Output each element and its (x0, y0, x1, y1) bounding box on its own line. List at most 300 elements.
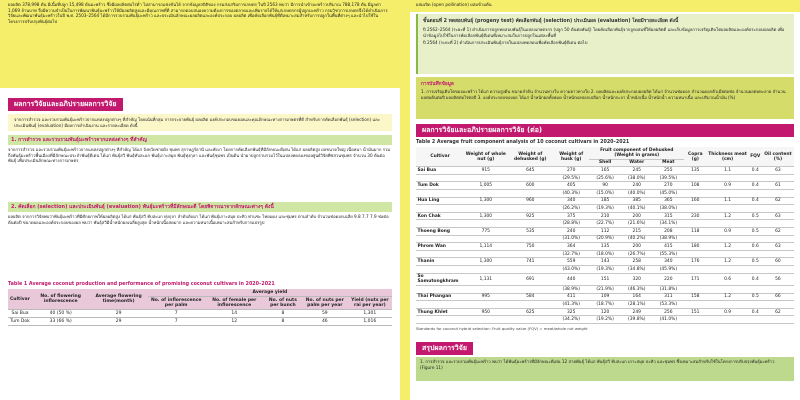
table-cell: 584 (507, 293, 553, 301)
table-row (416, 265, 794, 273)
table-cell: 0.5 (749, 293, 762, 301)
table-row (416, 308, 794, 316)
table-cell: 164 (621, 293, 653, 301)
right-column (410, 0, 800, 400)
table-cell: 375 (553, 212, 589, 220)
table-cell: 143 (589, 258, 621, 266)
table-cell: 270 (553, 167, 589, 175)
table-cell (684, 220, 706, 228)
table-cell: 0.5 (749, 227, 762, 235)
table-cell: 1.2 (706, 258, 748, 266)
table-cell (464, 250, 507, 258)
table-2-header: Copra (g) (684, 147, 706, 167)
table-cell (706, 286, 748, 294)
table-cell: (19.3%) (589, 265, 621, 273)
cultivar-cell: Tum Dok (416, 182, 464, 190)
table-cell (706, 189, 748, 197)
intro-paragraph: ผลผลิต 378,998 ตัน มีเนื้อที่ปลูก 15,498 ต้นมะพร้าว ซึ่งมีผลผลิตต่อไร่ต่ำ ไม่สามารถแข่งขันได้ จากข้อมูลสถิติของ กรมส่งเสริมการเกษตร ในปี 2563 พบว่า มีการนำเข้ามะพร้าวปริมาณ 788,178 ตัน มีมูลค่า 1,069 ล้านบาท จึงมีความจำเป็นในการพัฒนาพันธุ์มะพร้าวให้มีผลผลิตสูงและมีคุณภาพที่ดี สามารถตอบสนองความต้องการของตลาดและเพิ่มรายได้ให้แก่เกษตรกรผู้ปลูกมะพร้าว กรมวิชาการเกษตรจึงได้ดำเนินการวิจัยและพัฒนาพันธุ์มะพร้าวในปี พ.ศ. 2503–2564 ได้มีการรวบรวมพันธุ์มะพร้าว และประเมินลักษณะผลผลิตและองค์ประกอบ ผลผลิต เพื่อคัดเลือกพันธุ์ที่ดีเหมาะสมสำหรับการปลูกในพื้นที่ต่างๆ และนำไปใช้ในโครงการปรับปรุงพันธุ์ต่อไป (0, 0, 400, 88)
table-cell: 165 (589, 167, 621, 175)
cultivar-cell: Thung Khlet (416, 308, 464, 316)
table-cell (684, 301, 706, 309)
table-cell: 950 (464, 308, 507, 316)
table-cell: (32.7%) (553, 250, 589, 258)
table-row (416, 227, 794, 235)
cultivar-cell: Hua Ling (416, 197, 464, 205)
table-row (416, 293, 794, 301)
step-2-text-2: ปี 2564 (ระยะที่ 2) ดำเนินการประเมินพันธุ์ภายในแปลงทดสอบเพื่อคัดเลือกพันธุ์ดีเด่น ต่อไป (423, 40, 588, 46)
table-cell: 775 (464, 227, 507, 235)
table-cell: 1.2 (706, 243, 748, 251)
table-cell (762, 265, 794, 273)
table-cell: (45.0%) (653, 189, 685, 197)
table-cell: 255 (653, 167, 685, 175)
table-cell: 256 (653, 308, 685, 316)
table-cell: 90 (589, 182, 621, 190)
table-cell: (19.3%) (589, 205, 621, 213)
table-cell: (40.2%) (621, 235, 653, 243)
subsection-1-title: 1. การสำรวจ และรวบรวมพันธุ์มะพร้าวจากแหล่งต่างๆ ที่สำคัญ (8, 135, 392, 145)
table-cell: 249 (621, 308, 653, 316)
table-cell: 0.4 (749, 167, 762, 175)
cultivar-cell (416, 265, 464, 273)
table-2-header: Thickness meat (cm) (706, 147, 748, 167)
table-cell (706, 235, 748, 243)
table-cell (507, 265, 553, 273)
step-2-box (416, 14, 794, 74)
table-cell: (18.0%) (589, 250, 621, 258)
table-cell: 1,114 (464, 243, 507, 251)
table-2-caption: Table 2 Average fruit component analysis of 10 coconut cultivars in 2020–2021 (416, 140, 630, 145)
table-cell: (34.2%) (553, 316, 589, 324)
table-cell: 1,005 (464, 182, 507, 190)
cultivar-cell (416, 189, 464, 197)
table-cell: 8 (264, 318, 302, 326)
table-row (416, 220, 794, 228)
table-cell: 1.1 (706, 167, 748, 175)
table-cell (749, 205, 762, 213)
table-cell: 925 (507, 212, 553, 220)
table-cell (507, 316, 553, 324)
table-row (416, 174, 794, 182)
table-1-header: No. of inflorescence per palm (148, 297, 205, 310)
table-row (416, 182, 794, 190)
table-row (416, 250, 794, 258)
table-cell (507, 301, 553, 309)
table-cell (507, 286, 553, 294)
results-lead-text: จากการสำรวจ และรวบรวมพันธุ์มะพร้าวจากแหล่งปลูกต่างๆ ที่สำคัญ โดยเน้นที่กลุ่ม การกระจายพันธุ์ ผลผลิต องค์ประกอบของผลและคุณลักษณะทางการเกษตรที่ดี สำหรับการคัดเลือกพันธุ์ (selection) และประเมินพันธุ์ (evaluation) มีผลการดำเนินงาน และรายละเอียด ดังนี้ (8, 114, 392, 131)
table-2-header: Cultivar (416, 147, 464, 167)
table-row (8, 310, 392, 318)
cultivar-cell (416, 250, 464, 258)
table-cell: (15.0%) (589, 189, 621, 197)
table-cell: 0.9 (706, 308, 748, 316)
table-cell: 62 (762, 197, 794, 205)
table-cell: 109 (589, 293, 621, 301)
table-cell: (41.0%) (653, 316, 685, 324)
table-cell (749, 286, 762, 294)
table-cell (762, 286, 794, 294)
table-2-header: Weight of whole nut (g) (464, 147, 507, 167)
cultivar-cell (416, 174, 464, 182)
table-cell: 171 (684, 273, 706, 286)
table-cell: 63 (762, 167, 794, 175)
table-1 (8, 289, 392, 326)
table-1-caption: Table 1 Average coconut production and performance of promising coconut cultivars in 2020–2021 (8, 282, 275, 288)
table-1-header: Cultivar (8, 289, 32, 310)
table-cell (507, 220, 553, 228)
table-cell: 14 (205, 310, 264, 318)
table-cell: 1,300 (464, 258, 507, 266)
table-cell: (38.9%) (653, 235, 685, 243)
data-recording-text: 1. การเจริญเติบโตของมะพร้าว ได้แก่ ความสูงต้น ขนาดลำต้น จำนวนทางใบ ความยาวทางใบ 2. ผลผลิตและองค์ประกอบผลผลิต ได้แก่ จำนวนช่อดอก จำนวนดอกตัวเมียต่อช่อ จำนวนผลต่อทะลาย จำนวนผลต่อต้นต่อปี ผลผลิตต่อไร่ต่อปี 3. องค์ประกอบของผล ได้แก่ น้ำหนักผลทั้งหมด น้ำหนักผลปอกเปลือก น้ำหนักกะลา น้ำหนักเนื้อ น้ำหนักน้ำ ความหนาเนื้อ และปริมาณน้ำมัน (%) (421, 89, 786, 100)
table-cell: 311 (653, 293, 685, 301)
table-cell: 0.9 (706, 182, 748, 190)
table-cell (464, 286, 507, 294)
table-2 (416, 147, 794, 324)
table-cell: 750 (507, 243, 553, 251)
summary-text: 1. การสำรวจ และรวบรวมพันธุ์มะพร้าว พบว่า ได้พันธุ์มะพร้าวที่มีลักษณะดีเด่น 12 สายพันธุ์ ได้แก่ พันธุ์สวี ทับสะแก เกาะสมุย ปะทิว และชุมพร ซึ่งเหมาะสมสำหรับใช้ในโครงการปรับปรุงพันธุ์มะพร้าว (Figure 11) (416, 357, 794, 381)
table-cell (706, 174, 748, 182)
table-2-body (416, 167, 794, 324)
table-cell: 135 (684, 167, 706, 175)
table-cell: 176 (684, 258, 706, 266)
table-cell: 66 (762, 293, 794, 301)
table-cell: (55.3%) (653, 250, 685, 258)
cultivar-cell: Thanin (416, 258, 464, 266)
table-cell: (40.1%) (621, 205, 653, 213)
table-cell (684, 265, 706, 273)
table-cell: 365 (653, 197, 685, 205)
table-cell: 200 (621, 243, 653, 251)
table-cell: 230 (684, 212, 706, 220)
cultivar-cell: Sai Bua (8, 310, 32, 318)
table-cell: 62 (762, 308, 794, 316)
table-cell: 645 (507, 167, 553, 175)
top-continued-text: ผสมเปิด (open pollination) ผสมข้ามต้น (410, 0, 800, 12)
table-cell: 741 (507, 258, 553, 266)
table-cell: 60 (762, 258, 794, 266)
table-cell: (31.0%) (553, 235, 589, 243)
table-cell (749, 174, 762, 182)
table-cell: (18.7%) (589, 301, 621, 309)
table-cell: 1.1 (706, 197, 748, 205)
table-2-note: Standards for coconut hybrid selection: Fruit quality value (FQV) = meat/whole nut weight (416, 326, 588, 332)
table-cell (684, 189, 706, 197)
table-cell: 112 (589, 227, 621, 235)
table-cell: 120 (589, 308, 621, 316)
table-row (416, 197, 794, 205)
table-cell (706, 250, 748, 258)
cultivar-cell (416, 235, 464, 243)
table-cell: 0.5 (749, 212, 762, 220)
table-cell: 0.4 (749, 308, 762, 316)
table-cell (762, 235, 794, 243)
table-cell (762, 174, 794, 182)
table-2-header: FQV (749, 147, 762, 167)
table-cell: 364 (553, 243, 589, 251)
table-cell: (40.3%) (553, 189, 589, 197)
table-cell: 29 (89, 318, 147, 326)
results-section-title: ผลการวิจัยและอภิปรายผลการวิจัย (8, 98, 123, 111)
table-cell: (20.9%) (589, 235, 621, 243)
cultivar-cell (416, 220, 464, 228)
table-cell: 535 (507, 227, 553, 235)
table-cell: (53.3%) (653, 301, 685, 309)
table-cell: (22.7%) (589, 220, 621, 228)
table-cell: 1.2 (706, 293, 748, 301)
cultivar-cell (416, 316, 464, 324)
table-cell: 340 (553, 197, 589, 205)
cultivar-cell: Kon Chak (416, 212, 464, 220)
table-cell: (39.5%) (653, 174, 685, 182)
table-cell: 151 (684, 308, 706, 316)
cultivar-cell: Sai Bua (416, 167, 464, 175)
table-cell: 180 (684, 243, 706, 251)
subsection-1-text: จากการสำรวจ และรวบรวมพันธุ์มะพร้าวจากแหล่งปลูกต่างๆ ที่สำคัญ ได้แก่ จังหวัดชายฝั่ง ชุมพร สุราษฎร์ธานี และพังงา โดยการคัดเลือกพันธุ์ที่มีลักษณะดีเด่น ได้แก่ ผลผลิตสูง ผลขนาดใหญ่ เนื้อหนา น้ำมันมาก รวมถึงพันธุ์มะพร้าวพื้นเมืองที่มีลักษณะประจำพันธุ์ดีเด่น ได้แก่ พันธุ์สวี พันธุ์ทับสะแก พันธุ์เกาะสมุย พันธุ์ทุ่งกุลา และพันธุ์ชุมพร เป็นต้น นำมาปลูกรวบรวมไว้ในแปลงทดลองของศูนย์วิจัยพืชสวนชุมพร จำนวน 30 ต้นต่อพันธุ์ เพื่อประเมินลักษณะทางการเกษตร (8, 147, 391, 164)
table-cell (464, 235, 507, 243)
table-1-header: Yield (nuts per rai per year) (348, 297, 392, 310)
table-cell: (28.8%) (553, 220, 589, 228)
table-cell: 1.2 (706, 212, 748, 220)
table-cell: 340 (653, 258, 685, 266)
table-cell (749, 316, 762, 324)
table-cell (749, 265, 762, 273)
table-cell (507, 189, 553, 197)
table-2-group-header: Fruit component of Dehusked (Weight in grams) (589, 147, 684, 159)
table-2-header: Weight of husk (g) (553, 147, 589, 167)
table-cell (762, 250, 794, 258)
table-cell: 61 (762, 182, 794, 190)
table-cell: (38.0%) (621, 174, 653, 182)
table-cell (749, 250, 762, 258)
table-cell: (19.2%) (589, 316, 621, 324)
table-cell (762, 205, 794, 213)
table-cell: 385 (621, 197, 653, 205)
table-cell: (31.8%) (653, 286, 685, 294)
table-cell: 63 (762, 243, 794, 251)
table-cell: (26.7%) (621, 250, 653, 258)
table-cell: 240 (621, 182, 653, 190)
table-cell: 1,131 (464, 273, 507, 286)
table-row (8, 318, 392, 326)
table-cell: 59 (302, 310, 348, 318)
table-cell: (34.8%) (621, 265, 653, 273)
step-2-title: ขั้นตอนที่ 2 ทดสอบพันธุ์ (progeny test) คัดเลือกพันธุ์ (selection) ประเมินผล (evaluation) โดยมีรายละเอียด ดังนี้ (423, 19, 679, 24)
table-cell: 1,300 (464, 212, 507, 220)
table-row (416, 316, 794, 324)
table-cell: (26.2%) (553, 205, 589, 213)
table-cell: 7 (148, 310, 205, 318)
results-continued-title: ผลการวิจัยและอภิปรายผลการวิจัย (ต่อ) (416, 124, 794, 137)
cultivar-cell: So Samutongkhram (416, 273, 464, 286)
table-cell (762, 316, 794, 324)
table-cell (684, 174, 706, 182)
table-cell: 160 (684, 197, 706, 205)
table-row (416, 235, 794, 243)
table-cell: 559 (553, 258, 589, 266)
table-cell: (43.0%) (553, 265, 589, 273)
table-cell (762, 301, 794, 309)
table-cell: 600 (507, 182, 553, 190)
table-cell: 62 (762, 227, 794, 235)
table-1-header: No. of female per inflorescence (205, 297, 264, 310)
table-cell: 158 (684, 293, 706, 301)
table-2-header: Oil content (%) (762, 147, 794, 167)
table-cell: 0.9 (706, 227, 748, 235)
table-cell (464, 301, 507, 309)
table-cell: 0.6 (706, 273, 748, 286)
cultivar-cell (416, 301, 464, 309)
table-cell: (46.3%) (621, 286, 653, 294)
table-cell (684, 235, 706, 243)
table-cell: 220 (653, 273, 685, 286)
table-cell: 118 (684, 227, 706, 235)
data-recording-box (416, 77, 794, 119)
table-row (416, 286, 794, 294)
table-cell: 29 (89, 310, 147, 318)
table-cell: 258 (621, 258, 653, 266)
table-cell (464, 316, 507, 324)
table-cell (749, 235, 762, 243)
table-cell: 151 (589, 273, 621, 286)
table-row (416, 189, 794, 197)
table-cell (684, 316, 706, 324)
table-cell: 415 (653, 243, 685, 251)
table-cell: 7 (148, 318, 205, 326)
table-cell: 440 (553, 273, 589, 286)
table-cell: 411 (553, 293, 589, 301)
table-cell: 1,300 (464, 197, 507, 205)
table-row (416, 205, 794, 213)
table-cell: 215 (621, 227, 653, 235)
table-cell (749, 301, 762, 309)
column-divider (400, 0, 410, 400)
table-cell: 8 (264, 310, 302, 318)
table-cell (464, 265, 507, 273)
table-cell: 325 (553, 308, 589, 316)
cultivar-cell: Tum Dok (8, 318, 32, 326)
table-2-header: Weight of dehusked (g) (507, 147, 553, 167)
table-cell (464, 220, 507, 228)
cultivar-cell: Thoeng Bong (416, 227, 464, 235)
table-cell: 0.6 (749, 243, 762, 251)
table-cell (706, 265, 748, 273)
table-cell: (40.0%) (621, 189, 653, 197)
table-cell: 960 (507, 197, 553, 205)
table-cell: (38.0%) (653, 205, 685, 213)
table-cell: 0.4 (749, 182, 762, 190)
table-2-header: Shell (589, 159, 621, 167)
table-cell (749, 220, 762, 228)
table-2-header: Water (621, 159, 653, 167)
table-cell (762, 189, 794, 197)
table-cell (684, 250, 706, 258)
table-cell: (38.9%) (553, 286, 589, 294)
table-cell: 1,301 (348, 310, 392, 318)
table-cell: (41.3%) (553, 301, 589, 309)
table-cell (507, 235, 553, 243)
table-cell (684, 286, 706, 294)
table-cell: 135 (589, 243, 621, 251)
table-cell (749, 189, 762, 197)
data-recording-title: การบันทึกข้อมูล (421, 82, 454, 87)
table-cell (507, 174, 553, 182)
table-cell (464, 205, 507, 213)
table-row (416, 212, 794, 220)
step-2-text-1: ปี 2562–2564 (ระยะที่ 1) ดำเนินการปลูกทดสอบพันธุ์ในแปลงเกษตรกร (ปลูก 50 ต้นต่อพันธุ์) โดยคัดเลือกพันธุ์จากลูกผสมที่ให้ผลผลิตดี และเก็บข้อมูลการเจริญเติบโตผลผลิตและองค์ประกอบผลผลิต เพื่อนำข้อมูลไปใช้ในการคัดเลือกพันธุ์ดีเด่นที่เหมาะสมในการปลูกในแต่ละพื้นที่ (423, 27, 785, 38)
table-cell (507, 250, 553, 258)
table-row (416, 301, 794, 309)
table-cell: 0.5 (749, 258, 762, 266)
table-cell: 200 (621, 212, 653, 220)
table-cell: 46 (302, 318, 348, 326)
table-cell: 108 (684, 182, 706, 190)
table-cell: 405 (553, 182, 589, 190)
table-cell: (29.5%) (553, 174, 589, 182)
table-cell (706, 220, 748, 228)
table-cell: 208 (653, 227, 685, 235)
table-cell (706, 316, 748, 324)
table-cell: (34.1%) (653, 220, 685, 228)
cultivar-cell (416, 286, 464, 294)
table-cell: 270 (653, 182, 685, 190)
table-cell: 210 (589, 212, 621, 220)
table-cell: (21.6%) (621, 220, 653, 228)
table-cell: 40 (50 %) (32, 310, 90, 318)
table-cell (464, 189, 507, 197)
table-cell: 0.4 (749, 197, 762, 205)
table-cell (507, 205, 553, 213)
table-1-header: No. of nuts per palm per year (302, 297, 348, 310)
table-row (416, 243, 794, 251)
table-cell: 691 (507, 273, 553, 286)
table-cell: (25.6%) (589, 174, 621, 182)
cultivar-cell: Thai Phangan (416, 293, 464, 301)
table-1-header: No. of nuts per bunch (264, 297, 302, 310)
table-cell (762, 220, 794, 228)
table-cell (706, 205, 748, 213)
table-cell: (21.9%) (589, 286, 621, 294)
summary-title: สรุปผลการวิจัย (416, 342, 473, 355)
table-2-header: Meat (653, 159, 685, 167)
table-cell: 33 (66 %) (32, 318, 90, 326)
table-row (416, 167, 794, 175)
table-cell (706, 301, 748, 309)
table-cell: 915 (464, 167, 507, 175)
table-cell: 240 (553, 227, 589, 235)
table-cell (684, 205, 706, 213)
table-cell: 995 (464, 293, 507, 301)
subsection-2-title: 2. คัดเลือก (selection) และประเมินพันธุ์ (evaluation) พันธุ์มะพร้าวที่มีลักษณะดี โดยพิจารณาจากลักษณะต่างๆ ดังนี้ (8, 202, 392, 212)
table-row (416, 273, 794, 286)
table-cell: 63 (762, 212, 794, 220)
table-cell: 12 (205, 318, 264, 326)
table-cell: 315 (653, 212, 685, 220)
table-1-body (8, 310, 392, 326)
table-cell: 185 (589, 197, 621, 205)
subsection-2-text: ผลผลิต จากการวิจัยพบว่าพันธุ์มะพร้าวที่มีศักยภาพให้ผลผลิตสูง ได้แก่ พันธุ์สวี ทับสะแก ทุ่งกุลา ลำดับถัดมา ได้แก่ พันธุ์เกาะสมุย ปะทิว ท่าแซะ ไทยแดง และชุมพร ตามลำดับ จำนวนช่อดอกเฉลี่ย 9.8 7.7 7.9 ช่อต่อต้นต่อปี ขนาดผลและองค์ประกอบของผล พบว่า พันธุ์สวีมีน้ำหนักผลเฉลี่ยสูงสุด น้ำหนักเนื้อสดมาก และความหนาเนื้อเหมาะสมสำหรับการแปรรูป (8, 214, 389, 225)
table-cell: (28.1%) (621, 301, 653, 309)
table-cell: 1,016 (348, 318, 392, 326)
table-cell: (39.8%) (621, 316, 653, 324)
table-1-group-header: Average yield (148, 289, 392, 297)
table-cell: (45.9%) (653, 265, 685, 273)
table-row (416, 258, 794, 266)
table-1-header: No. of flowering inflorescence (32, 289, 90, 310)
table-cell: 625 (507, 308, 553, 316)
cultivar-cell (416, 205, 464, 213)
table-cell: 56 (762, 273, 794, 286)
